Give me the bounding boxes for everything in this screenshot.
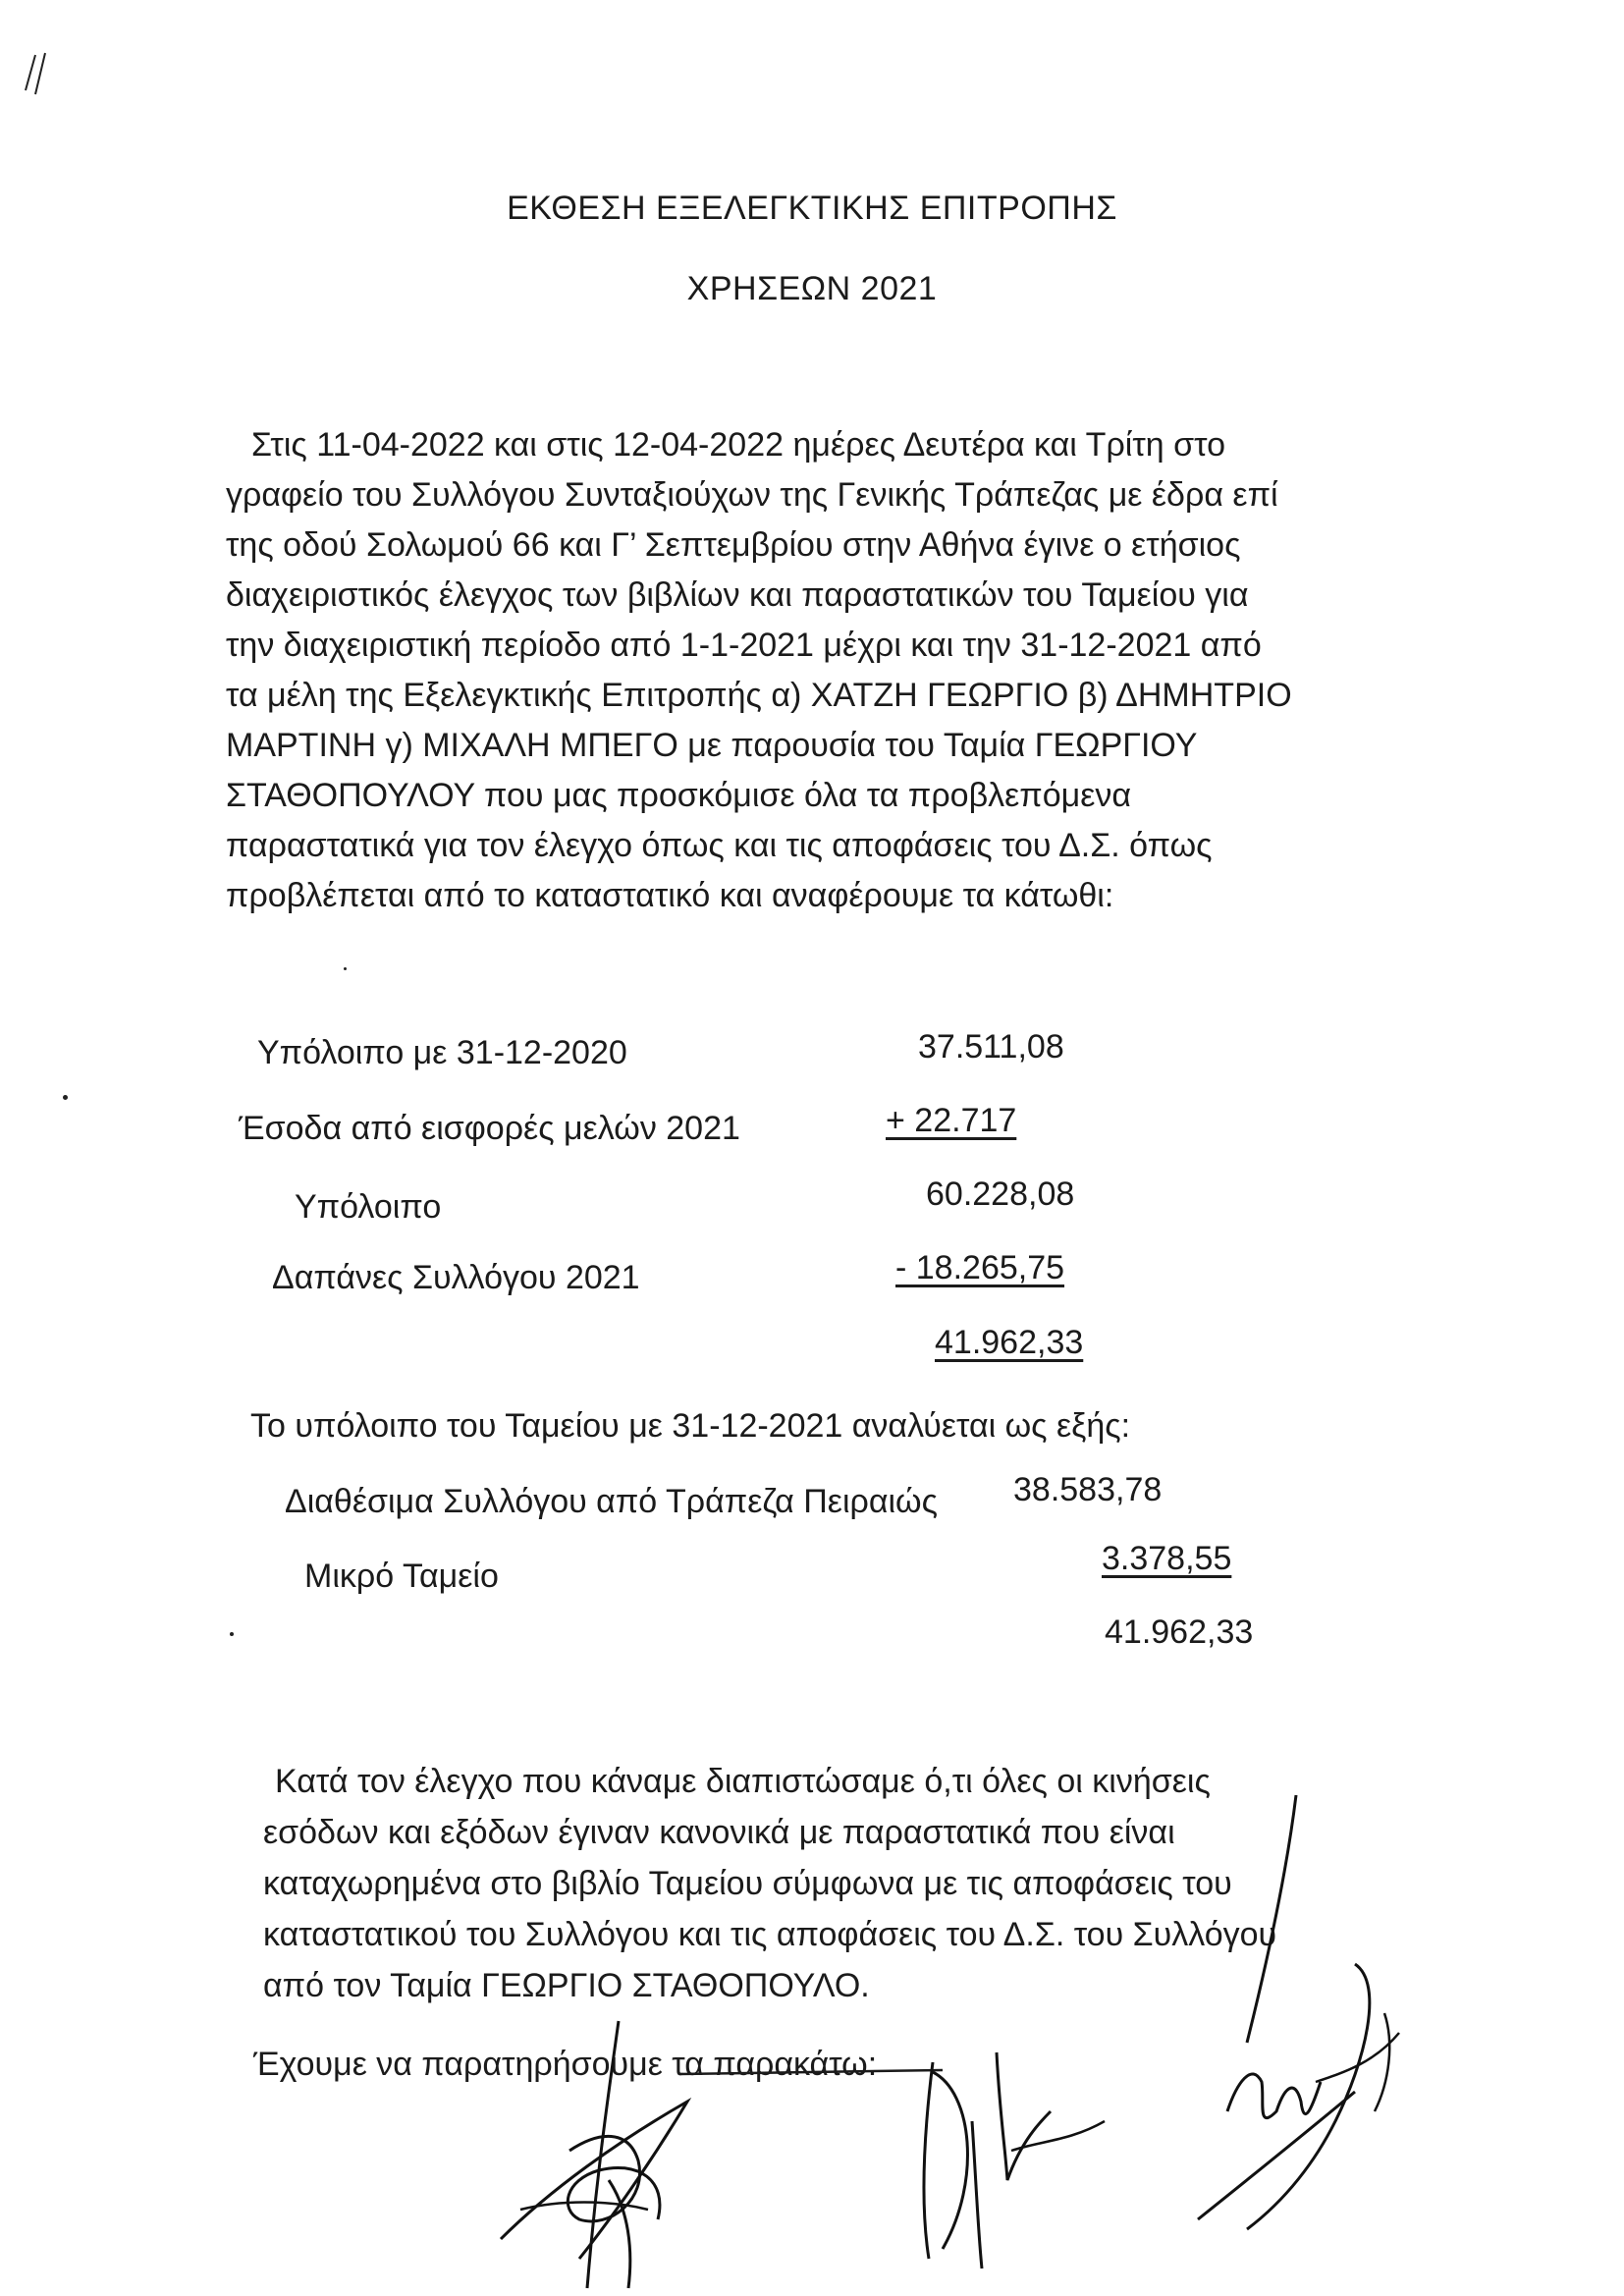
subtotal-label: Υπόλοιπο bbox=[295, 1188, 442, 1226]
observations-note: Έχουμε να παρατηρήσουμε τα παρακάτω: bbox=[253, 2046, 878, 2083]
income-label: Έσοδα από εισφορές μελών 2021 bbox=[239, 1110, 740, 1147]
expenses-label: Δαπάνες Συλλόγου 2021 bbox=[272, 1259, 640, 1296]
intro-line: προβλέπεται από το καταστατικό και αναφέρουμε τα κάτωθι: bbox=[226, 877, 1114, 914]
intro-line: της οδού Σολωμού 66 και Γ’ Σεπτεμβρίου στην Αθήνα έγινε ο ετήσιος bbox=[226, 526, 1241, 564]
ledger-total: 41.962,33 bbox=[935, 1324, 1084, 1361]
balance-label: Υπόλοιπο με 31-12-2020 bbox=[257, 1034, 627, 1071]
signature-1 bbox=[461, 2013, 785, 2296]
document-subtitle: ΧΡΗΣΕΩΝ 2021 bbox=[686, 270, 938, 307]
document-title: ΕΚΘΕΣΗ ΕΞΕΛΕΓΚΤΙΚΗΣ ΕΠΙΤΡΟΠΗΣ bbox=[507, 190, 1117, 227]
breakdown-heading: Το υπόλοιπο του Ταμείου με 31-12-2021 αναλύεται ως εξής: bbox=[250, 1407, 1131, 1445]
page-corner-mark bbox=[22, 49, 81, 108]
intro-line: ΜΑΡΤΙΝΗ γ) ΜΙΧΑΛΗ ΜΠΕΓΟ με παρουσία του Ταμία ΓΕΩΡΓΙΟΥ bbox=[226, 727, 1198, 764]
closing-line: καταχωρημένα στο βιβλίο Ταμείου σύμφωνα με τις αποφάσεις του bbox=[263, 1865, 1232, 1902]
closing-line: Κατά τον έλεγχο που κάναμε διαπιστώσαμε ό,τι όλες οι κινήσεις bbox=[275, 1763, 1211, 1800]
balance-value: 37.511,08 bbox=[918, 1028, 1064, 1066]
petty-label: Μικρό Ταμείο bbox=[304, 1558, 499, 1595]
bank-label: Διαθέσιμα Συλλόγου από Τράπεζα Πειραιώς bbox=[285, 1483, 938, 1520]
petty-value: 3.378,55 bbox=[1102, 1540, 1232, 1577]
closing-line: από τον Ταμία ΓΕΩΡΓΙΟ ΣΤΑΘΟΠΟΥΛΟ. bbox=[263, 1967, 870, 2004]
bank-value: 38.583,78 bbox=[1013, 1471, 1163, 1508]
intro-line: Στις 11-04-2022 και στις 12-04-2022 ημέρες Δευτέρα και Τρίτη στο bbox=[251, 426, 1225, 464]
intro-line: παραστατικά για τον έλεγχο όπως και τις αποφάσεις του Δ.Σ. όπως bbox=[226, 827, 1213, 864]
closing-line: εσόδων και εξόδων έγιναν κανονικά με παραστατικά που είναι bbox=[263, 1814, 1175, 1851]
intro-line: την διαχειριστική περίοδο από 1-1-2021 μέχρι και την 31-12-2021 από bbox=[226, 627, 1262, 664]
scan-speck bbox=[63, 1095, 68, 1100]
expenses-value: - 18.265,75 bbox=[895, 1249, 1065, 1286]
signature-3 bbox=[1139, 1787, 1434, 2278]
scan-speck bbox=[344, 967, 347, 970]
scan-speck bbox=[230, 1632, 234, 1636]
income-value: + 22.717 bbox=[886, 1102, 1017, 1139]
subtotal-value: 60.228,08 bbox=[926, 1175, 1075, 1213]
intro-line: διαχειριστικός έλεγχος των βιβλίων και παραστατικών του Ταμείου για bbox=[226, 576, 1249, 614]
intro-line: τα μέλη της Εξελεγκτικής Επιτροπής α) ΧΑΤΖΗ ΓΕΩΡΓΙΟ β) ΔΗΜΗΤΡΙΟ bbox=[226, 677, 1292, 714]
intro-paragraph bbox=[226, 420, 1384, 921]
intro-line: γραφείο του Συλλόγου Συνταξιούχων της Γενικής Τράπεζας με έδρα επί bbox=[226, 476, 1278, 514]
signature-2 bbox=[903, 2033, 1129, 2288]
intro-line: ΣΤΑΘΟΠΟΥΛΟΥ που μας προσκόμισε όλα τα προβλεπόμενα bbox=[226, 777, 1132, 814]
breakdown-total: 41.962,33 bbox=[1105, 1613, 1254, 1651]
closing-line: καταστατικού του Συλλόγου και τις αποφάσεις του Δ.Σ. του Συλλόγου bbox=[263, 1916, 1277, 1953]
